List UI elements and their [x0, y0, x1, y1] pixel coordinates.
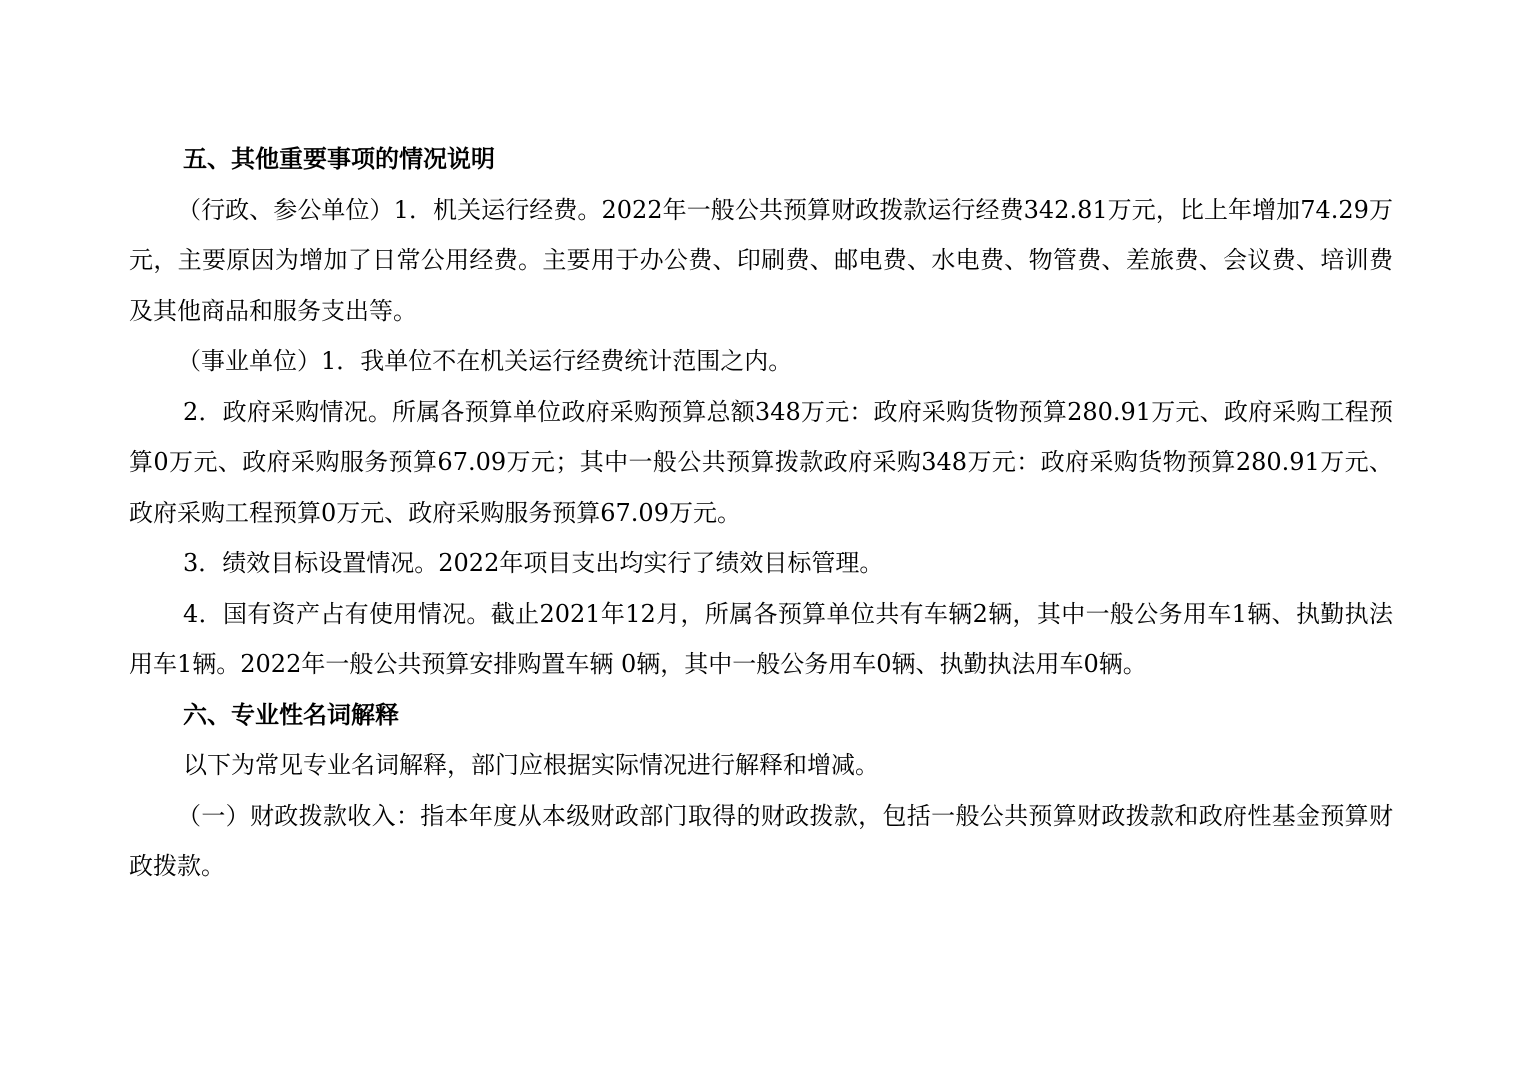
document-body — [129, 134, 1393, 892]
paragraph-terminology-intro: 以下为常见专业名词解释，部门应根据实际情况进行解释和增减。 — [183, 751, 879, 779]
paragraph-performance-targets: 3．绩效目标设置情况。2022年项目支出均实行了绩效目标管理。 — [183, 549, 884, 577]
paragraph-state-assets: 4．国有资产占有使用情况。截止2021年12月，所属各预算单位共有车辆2辆，其中一般公务用车1辆、执勤执法用车1辆。2022年一般公共预算安排购置车辆 0辆，其中一般公务用车0辆、执勤执法用车0辆。 — [129, 599, 1393, 678]
paragraph-institution-operating-expenses: （事业单位）1．我单位不在机关运行经费统计范围之内。 — [177, 347, 793, 375]
paragraph-admin-operating-expenses: （行政、参公单位）1．机关运行经费。2022年一般公共预算财政拨款运行经费342.81万元，比上年增加74.29万元，主要原因为增加了日常公用经费。主要用于办公费、印刷费、邮电费、水电费、物管费、差旅费、会议费、培训费及其他商品和服务支出等。 — [129, 195, 1393, 325]
paragraph-government-procurement: 2．政府采购情况。所属各预算单位政府采购预算总额348万元：政府采购货物预算280.91万元、政府采购工程预算0万元、政府采购服务预算67.09万元；其中一般公共预算拨款政府采购348万元：政府采购货物预算280.91万元、政府采购工程预算0万元、政府采购服务预算67.09万元。 — [129, 397, 1393, 527]
section-heading-terminology: 六、专业性名词解释 — [183, 700, 399, 729]
paragraph-fiscal-appropriation-income: （一）财政拨款收入：指本年度从本级财政部门取得的财政拨款，包括一般公共预算财政拨款和政府性基金预算财政拨款。 — [129, 801, 1393, 880]
section-heading-other-matters: 五、其他重要事项的情况说明 — [183, 145, 495, 173]
